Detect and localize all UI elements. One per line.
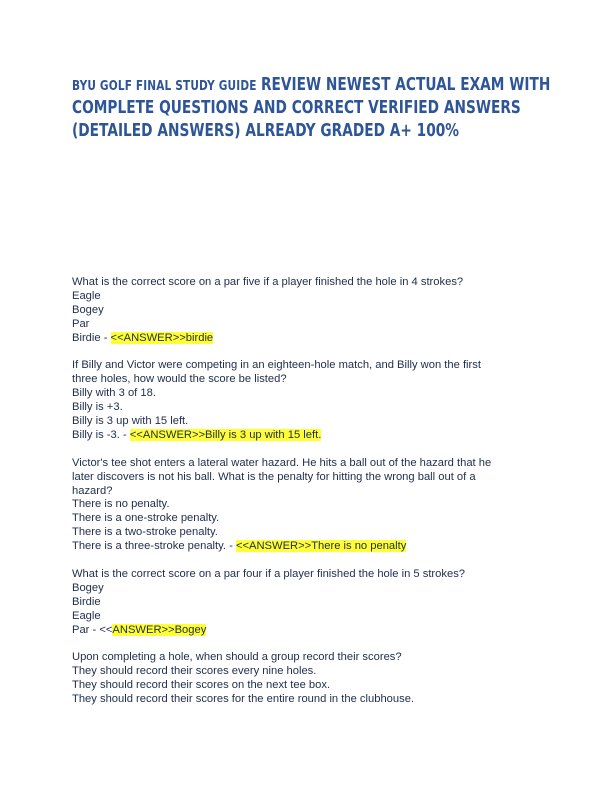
question-block bbox=[72, 568, 542, 638]
answer-option: There is a one-stroke penalty. bbox=[72, 512, 220, 525]
question-list bbox=[72, 276, 542, 721]
answer-option-last bbox=[72, 540, 542, 554]
answer-option: There is a two-stroke penalty. bbox=[72, 526, 218, 539]
title-prefix: BYU GOLF FINAL STUDY GUIDE bbox=[72, 78, 257, 94]
answer-option: Par bbox=[72, 317, 90, 330]
answer-option: They should record their scores every nine holes. bbox=[72, 665, 317, 678]
answer-option: Eagle bbox=[72, 609, 101, 622]
question-block bbox=[72, 457, 542, 554]
question-block bbox=[72, 651, 542, 707]
question-text: What is the correct score on a par five if a player finished the hole in 4 strokes? bbox=[72, 276, 464, 288]
option-text: Billy is -3. - bbox=[72, 428, 130, 441]
answer-option: Bogey bbox=[72, 303, 104, 316]
answer-option: There is no penalty. bbox=[72, 498, 170, 511]
answer-option: Birdie bbox=[72, 595, 101, 608]
answer-option: Billy is 3 up with 15 left. bbox=[72, 415, 189, 428]
option-text: Par - << bbox=[72, 623, 113, 636]
title-main: REVIEW NEWEST ACTUAL EXAM WITH COMPLETE QUESTIONS AND CORRECT VERIFIED ANSWERS (DETAILED ANSWERS) ALREADY GRADED A+ 100% bbox=[72, 75, 551, 141]
answer-option: They should record their scores for the entire round in the clubhouse. bbox=[72, 693, 415, 706]
question-block bbox=[72, 359, 542, 442]
answer-option-last bbox=[72, 332, 542, 346]
question-block bbox=[72, 276, 542, 346]
option-text: There is a three-stroke penalty. - bbox=[72, 540, 236, 553]
highlighted-answer: <<ANSWER>>There is no penalty bbox=[235, 540, 407, 553]
answer-option-last bbox=[72, 429, 542, 443]
question-text: Victor's tee shot enters a lateral water hazard. He hits a ball out of the hazard that he bbox=[72, 456, 492, 469]
answer-option: Billy is +3. bbox=[72, 401, 123, 414]
answer-option: Bogey bbox=[72, 581, 104, 594]
question-text: three holes, how would the score be listed? bbox=[72, 373, 287, 386]
answer-option: Billy with 3 of 18. bbox=[72, 387, 156, 400]
answer-option: Eagle bbox=[72, 289, 101, 302]
highlighted-answer: ANSWER>>Bogey bbox=[112, 623, 207, 636]
question-text: Upon completing a hole, when should a group record their scores? bbox=[72, 651, 402, 664]
option-text: Birdie - bbox=[72, 331, 111, 344]
question-text: What is the correct score on a par four if a player finished the hole in 5 strokes? bbox=[72, 567, 466, 580]
question-text: If Billy and Victor were competing in an eighteen-hole match, and Billy won the first bbox=[72, 359, 481, 372]
highlighted-answer: <<ANSWER>>birdie bbox=[110, 331, 214, 344]
question-text: later discovers is not his ball. What is the penalty for hitting the wrong ball out of a bbox=[72, 470, 476, 483]
document-title bbox=[72, 74, 551, 143]
answer-option-last bbox=[72, 624, 542, 638]
answer-option: They should record their scores on the next tee box. bbox=[72, 679, 331, 692]
question-text: hazard? bbox=[72, 484, 113, 497]
highlighted-answer: <<ANSWER>>Billy is 3 up with 15 left. bbox=[129, 428, 322, 441]
